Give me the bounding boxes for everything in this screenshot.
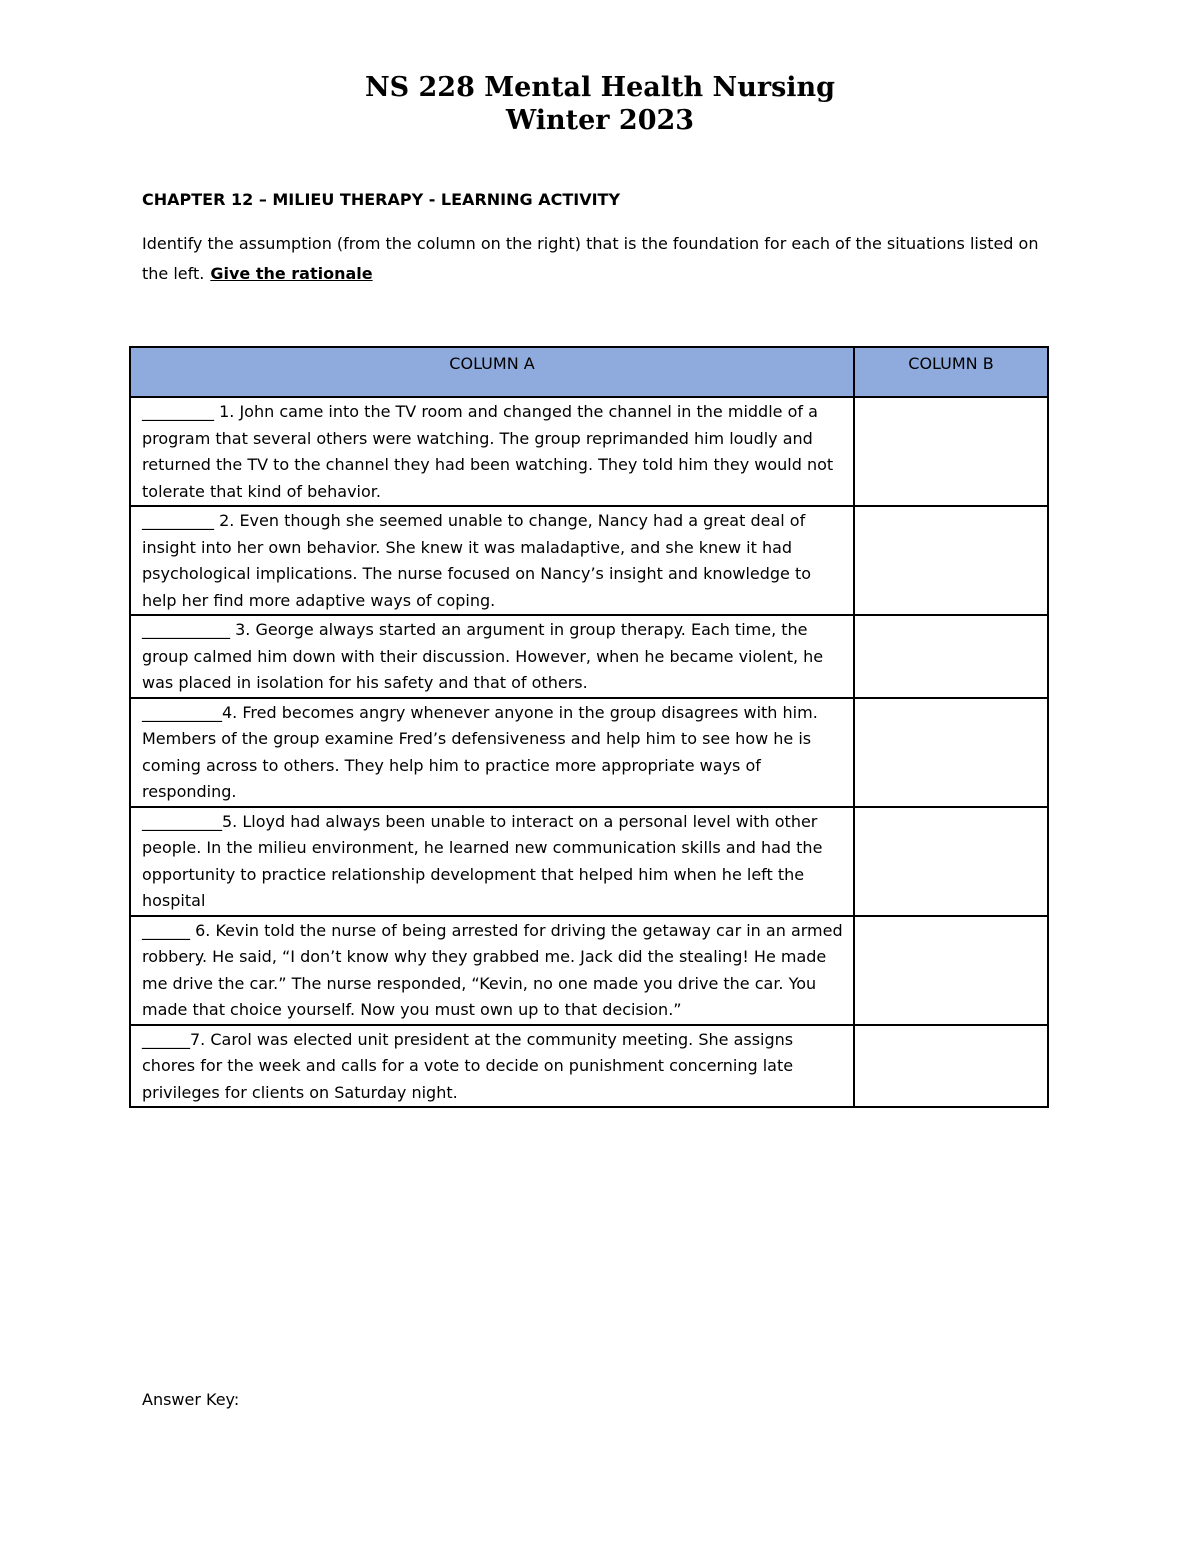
- situation-cell: _________ 1. John came into the TV room and changed the channel in the middle of a program that several others were watching. The group reprimanded him loudly and returned the TV to the channel they had been watching. They told him they would not tolerate that kind of behavior.: [130, 397, 854, 506]
- column-b-header: COLUMN B: [854, 347, 1048, 397]
- situation-cell: _________ 2. Even though she seemed unable to change, Nancy had a great deal of insight into her own behavior. She knew it was maladaptive, and she knew it had psychological implications. The nurse focused on Nancy’s insight and knowledge to help her find more adaptive ways of coping.: [130, 506, 854, 615]
- table-header-row: [130, 347, 1048, 397]
- chapter-heading: CHAPTER 12 – MILIEU THERAPY - LEARNING ACTIVITY: [142, 190, 621, 209]
- column-a-header: COLUMN A: [130, 347, 854, 397]
- document-title: NS 228 Mental Health Nursing: [364, 72, 836, 103]
- instructions-text: Identify the assumption (from the column on the right) that is the foundation for each of the situations listed on the left.: [142, 234, 1039, 283]
- situation-cell: ______ 6. Kevin told the nurse of being arrested for driving the getaway car in an armed robbery. He said, “I don’t know why they grabbed me. Jack did the stealing! He made me drive the car.” The nurse responded, “Kevin, no one made you drive the car. You made that choice yourself. Now you must own up to that decision.”: [130, 916, 854, 1025]
- answer-key-label: Answer Key:: [142, 1390, 240, 1409]
- assumption-cell[interactable]: [854, 1025, 1048, 1108]
- document-term: Winter 2023: [505, 105, 695, 136]
- assumption-cell[interactable]: [854, 397, 1048, 506]
- assumption-cell[interactable]: [854, 807, 1048, 916]
- assumption-cell[interactable]: [854, 698, 1048, 807]
- table-row: [130, 615, 1048, 698]
- rationale-label: Give the rationale: [210, 264, 373, 283]
- table-row: [130, 397, 1048, 506]
- table-row: [130, 698, 1048, 807]
- activity-table: [129, 346, 1049, 1108]
- situation-cell: __________4. Fred becomes angry whenever anyone in the group disagrees with him. Members of the group examine Fred’s defensiveness and help him to see how he is coming across to others. They help him to practice more appropriate ways of responding.: [130, 698, 854, 807]
- assumption-cell[interactable]: [854, 916, 1048, 1025]
- assumption-cell[interactable]: [854, 506, 1048, 615]
- situation-cell: ______7. Carol was elected unit president at the community meeting. She assigns chores for the week and calls for a vote to decide on punishment concerning late privileges for clients on Saturday night.: [130, 1025, 854, 1108]
- table-row: [130, 1025, 1048, 1108]
- situation-cell: ___________ 3. George always started an argument in group therapy. Each time, the group calmed him down with their discussion. However, when he became violent, he was placed in isolation for his safety and that of others.: [130, 615, 854, 698]
- assumption-cell[interactable]: [854, 615, 1048, 698]
- table-row: [130, 506, 1048, 615]
- instructions: [142, 229, 1052, 289]
- table-row: [130, 807, 1048, 916]
- table-row: [130, 916, 1048, 1025]
- situation-cell: __________5. Lloyd had always been unable to interact on a personal level with other people. In the milieu environment, he learned new communication skills and had the opportunity to practice relationship development that helped him when he left the hospital: [130, 807, 854, 916]
